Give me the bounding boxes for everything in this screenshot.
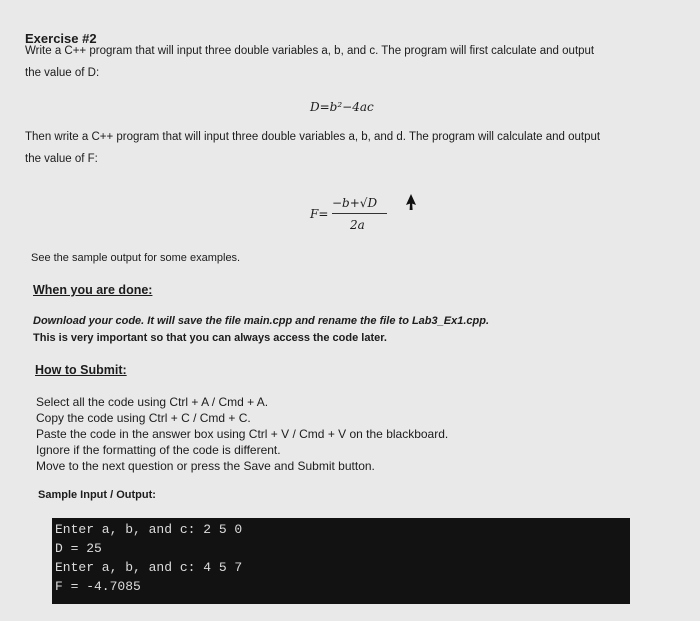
how-to-submit-heading: How to Submit: bbox=[35, 363, 127, 377]
then-line-2: the value of F: bbox=[25, 153, 98, 165]
intro-line-2: the value of D: bbox=[25, 67, 100, 79]
submit-step: Copy the code using Ctrl + C / Cmd + C. bbox=[36, 411, 251, 425]
formula-f-denominator: 2a bbox=[350, 218, 365, 232]
exercise-title: Exercise #2 bbox=[25, 31, 97, 46]
sample-heading: Sample Input / Output: bbox=[38, 489, 156, 501]
intro-line-1: Write a C++ program that will input three double variables a, b, and c. The program will first calculate and output bbox=[25, 45, 595, 57]
submit-steps bbox=[36, 394, 448, 474]
sample-console bbox=[52, 518, 630, 604]
submit-step: Move to the next question or press the Save and Submit button. bbox=[36, 459, 375, 473]
formula-f-lhs: F= bbox=[310, 207, 329, 221]
see-sample-text: See the sample output for some examples. bbox=[31, 252, 241, 264]
fraction-bar bbox=[332, 213, 387, 214]
submit-step: Ignore if the formatting of the code is different. bbox=[36, 443, 281, 457]
console-line: Enter a, b, and c: 2 5 0 bbox=[55, 522, 243, 537]
submit-step: Select all the code using Ctrl + A / Cmd + A. bbox=[36, 395, 269, 409]
when-done-line-2: This is very important so that you can always access the code later. bbox=[33, 332, 387, 344]
console-line: D = 25 bbox=[55, 541, 102, 556]
mouse-pointer-icon bbox=[404, 193, 418, 211]
formula-f-numerator: −b+√D bbox=[332, 196, 378, 210]
when-done-heading: When you are done: bbox=[33, 283, 153, 297]
console-line: Enter a, b, and c: 4 5 7 bbox=[55, 560, 243, 575]
when-done-line-1: Download your code. It will save the file main.cpp and rename the file to Lab3_Ex1.cpp. bbox=[33, 315, 489, 327]
submit-step: Paste the code in the answer box using Ctrl + V / Cmd + V on the blackboard. bbox=[36, 427, 449, 441]
formula-d: D=b²−4ac bbox=[310, 100, 374, 114]
console-line: F = -4.7085 bbox=[55, 579, 141, 594]
then-line-1: Then write a C++ program that will input three double variables a, b, and d. The program will calculate and output bbox=[25, 131, 601, 143]
